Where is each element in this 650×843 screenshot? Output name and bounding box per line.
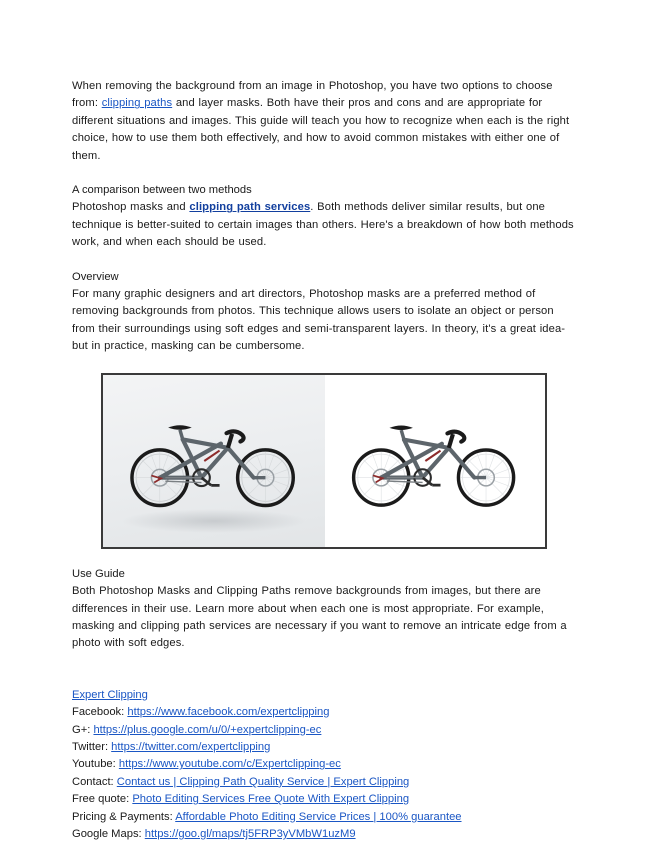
figure-pane-before xyxy=(103,375,325,547)
contact-row xyxy=(72,704,578,721)
contact-row-label: Google Maps: xyxy=(72,827,145,840)
contact-row-label: Contact: xyxy=(72,775,117,788)
before-after-figure xyxy=(101,373,547,549)
intro-text-after: and layer masks. Both have their pros and cons and are appropriate for different situations and images. This guide will teach you how to recognize when each is the right choice, how to use them both effectively, and how to avoid common mistakes with either one of them. xyxy=(72,97,570,162)
document-body xyxy=(72,78,578,843)
spacer xyxy=(72,549,578,566)
comparison-paragraph xyxy=(72,199,578,251)
contact-row-label: Twitter: xyxy=(72,740,112,753)
contact-row-label: G+: xyxy=(72,723,94,736)
contact-row-label: Youtube: xyxy=(72,758,119,771)
contact-row xyxy=(72,739,578,756)
use-guide-paragraph: Both Photoshop Masks and Clipping Paths remove backgrounds from images, but there are differences in their use. Learn more about when each one is most appropriate. For example, masking and clipping path services are necessary if you want to remove an intricate edge from a photo with soft edges. xyxy=(72,585,567,650)
overview-heading: Overview xyxy=(72,270,119,283)
clipping-path-services-link[interactable]: clipping path services xyxy=(189,201,311,214)
contact-row-link[interactable]: Contact us | Clipping Path Quality Service | Expert Clipping xyxy=(116,775,410,788)
contact-row-label: Free quote: xyxy=(72,793,133,806)
intro-paragraph xyxy=(72,78,578,165)
spacer xyxy=(72,653,578,670)
clipping-paths-link[interactable]: clipping paths xyxy=(101,97,173,110)
contact-row-link[interactable]: https://goo.gl/maps/tj5FRP3yVMbW1uzM9 xyxy=(144,827,356,840)
comparison-text-before: Photoshop masks and xyxy=(72,201,190,214)
intro-text-before: When removing the background from an image in Photoshop, you have two options to choose from: xyxy=(72,80,553,110)
contact-row-link[interactable]: https://plus.google.com/u/0/+expertclipping-ec xyxy=(93,723,322,736)
spacer xyxy=(72,165,578,182)
figure-pane-after xyxy=(325,375,545,547)
contact-row xyxy=(72,809,578,826)
contact-row-link[interactable]: Photo Editing Services Free Quote With Expert Clipping xyxy=(132,793,410,806)
contact-row-link[interactable]: https://twitter.com/expertclipping xyxy=(111,740,271,753)
contact-row xyxy=(72,722,578,739)
comparison-text-after: . Both methods deliver similar results, but one technique is better-suited to certain images than others. Here's a breakdown of how both methods work, and when each should be used. xyxy=(72,201,574,249)
contact-row-link[interactable]: https://www.youtube.com/c/Expertclipping-ec xyxy=(118,758,341,771)
contact-rows xyxy=(72,704,578,843)
contact-row xyxy=(72,791,578,808)
spacer xyxy=(72,252,578,269)
comparison-heading: A comparison between two methods xyxy=(72,184,252,197)
figure-container xyxy=(72,373,578,549)
contact-row-link[interactable]: https://www.facebook.com/expertclipping xyxy=(127,706,330,719)
contact-block xyxy=(72,687,578,843)
use-guide-heading: Use Guide xyxy=(72,567,125,580)
contact-row xyxy=(72,774,578,791)
bicycle-icon xyxy=(110,387,319,535)
bicycle-icon xyxy=(331,387,538,535)
contact-row xyxy=(72,826,578,843)
contact-row-link[interactable]: Affordable Photo Editing Service Prices | 100% guarantee xyxy=(175,810,462,823)
contact-row-label: Pricing & Payments: xyxy=(72,810,176,823)
contact-row xyxy=(72,756,578,773)
overview-paragraph: For many graphic designers and art directors, Photoshop masks are a preferred method of removing backgrounds from photos. This technique allows users to isolate an object or person from their surroundings using soft edges and semi-transparent layers. In theory, it's a great idea-but in practice, masking can be cumbersome. xyxy=(72,288,566,353)
contact-row-label: Facebook: xyxy=(72,706,128,719)
bicycle-image-before xyxy=(110,387,319,535)
expert-clipping-link[interactable]: Expert Clipping xyxy=(72,688,148,701)
bicycle-image-after xyxy=(331,387,538,535)
brand-link-line xyxy=(72,687,578,704)
